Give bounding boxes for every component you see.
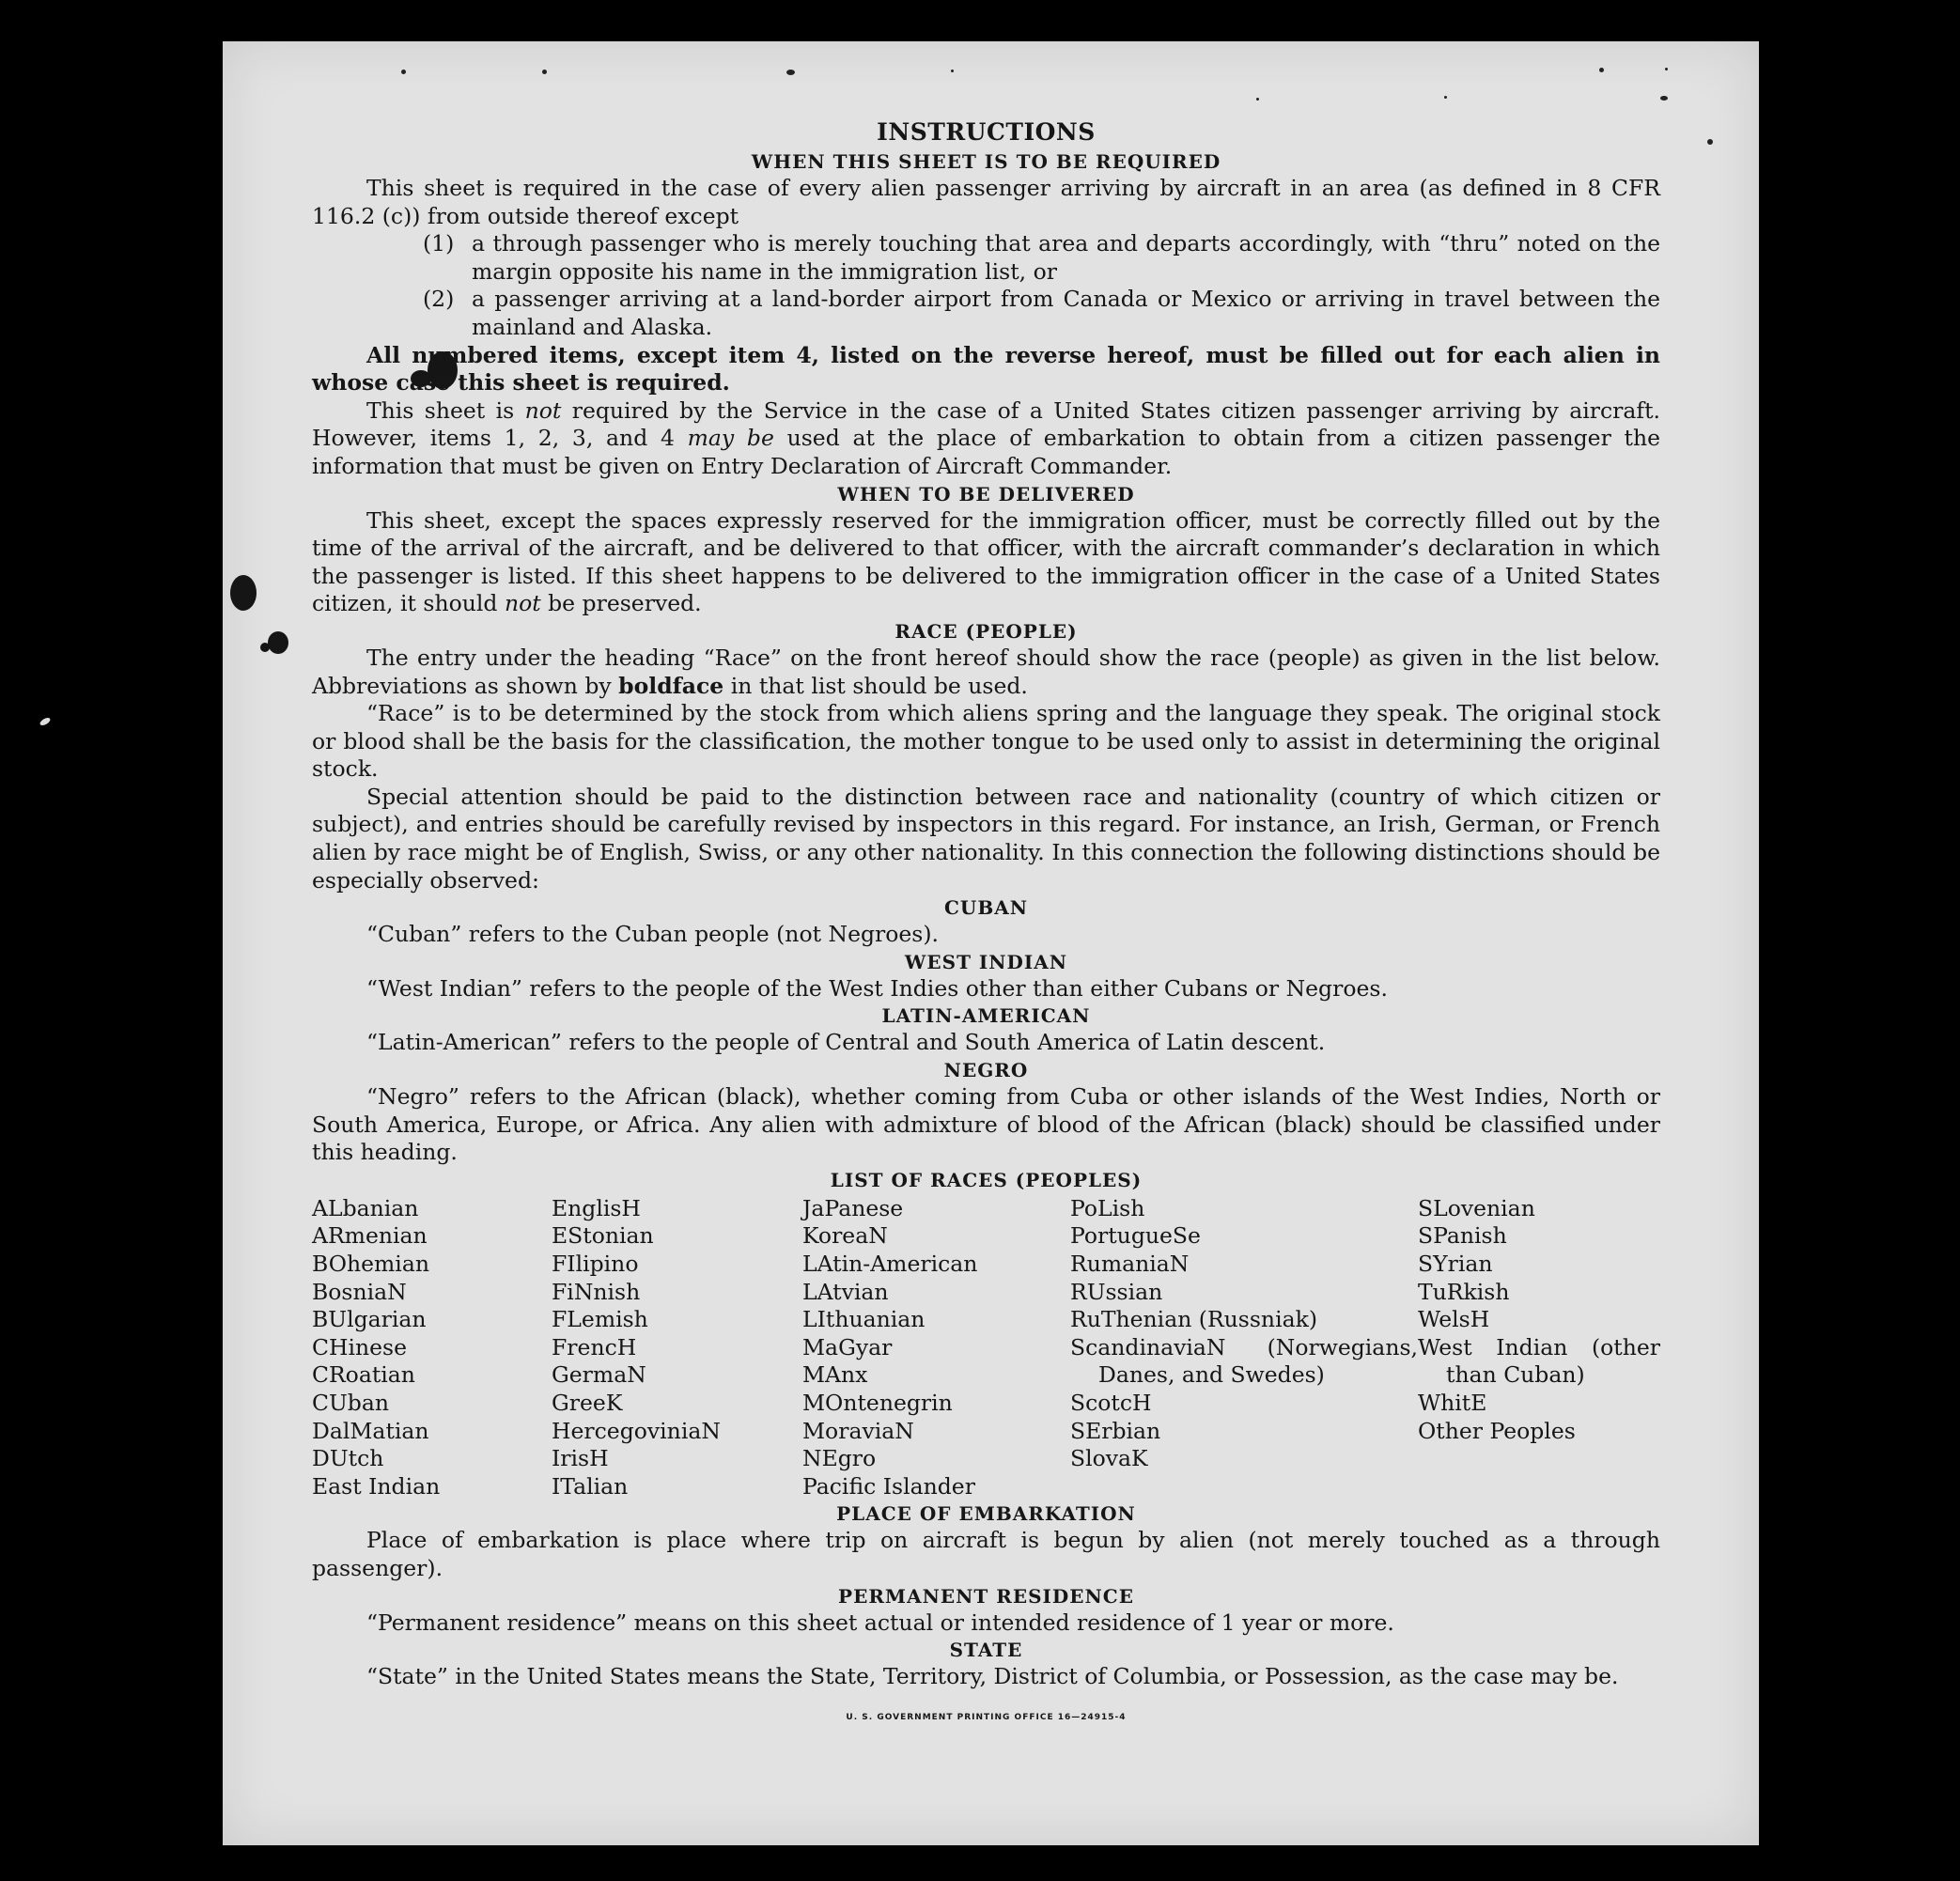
race-entry: FiNnish xyxy=(552,1278,641,1305)
section-heading-embarkation: PLACE OF EMBARKATION xyxy=(836,1502,1136,1526)
paragraph xyxy=(312,342,1660,397)
speck xyxy=(1665,68,1668,70)
text-run: used at the place of embarkation to obtain from a citizen passenger the information that must be given on Entry Declaration of Aircraft Commander. xyxy=(312,425,1661,479)
races-column xyxy=(1070,1195,1418,1501)
race-entry: DUtch xyxy=(312,1445,384,1472)
item-number: (2) xyxy=(423,286,455,313)
race-entry: MAnx xyxy=(802,1361,868,1389)
race-entry: ScandinaviaN (Norwegians, Danes, and Swedes) xyxy=(1070,1333,1418,1389)
section-heading-required: WHEN THIS SHEET IS TO BE REQUIRED xyxy=(751,150,1221,173)
race-entry: KoreaN xyxy=(802,1222,888,1250)
list-item xyxy=(423,286,1660,341)
ink-smudge xyxy=(260,643,270,652)
item-text: a through passenger who is merely touching that area and departs accordingly, with “thru” noted on the margin opposite his name in the immigration list, or xyxy=(472,230,1660,285)
race-entry: SPanish xyxy=(1418,1222,1507,1250)
speck xyxy=(39,716,51,726)
race-entry: RuThenian (Russniak) xyxy=(1070,1306,1317,1333)
race-entry: CUban xyxy=(312,1389,389,1416)
speck xyxy=(1599,68,1604,72)
race-entry: LIthuanian xyxy=(802,1306,926,1333)
speck xyxy=(1707,139,1713,145)
race-entry: LAtin-American xyxy=(802,1251,978,1277)
race-entry: FrencH xyxy=(552,1333,637,1360)
race-entry: RumaniaN xyxy=(1070,1251,1190,1277)
bold-text: boldface xyxy=(618,672,724,699)
race-entry: MOntenegrin xyxy=(802,1389,953,1416)
speck xyxy=(1444,96,1447,99)
race-entry: SErbian xyxy=(1070,1417,1161,1444)
speck xyxy=(401,70,406,74)
paragraph: Place of embarkation is place where trip on aircraft is begun by alien (not merely touched as a through passenger). xyxy=(312,1527,1660,1581)
paragraph: “State” in the United States means the State, Territory, District of Columbia, or Possession, as the case may be. xyxy=(366,1663,1619,1690)
paragraph: “West Indian” refers to the people of the West Indies other than either Cubans or Negroes. xyxy=(366,974,1388,1002)
paragraph: “Permanent residence” means on this sheet actual or intended residence of 1 year or more. xyxy=(366,1609,1394,1636)
printer-imprint: U. S. GOVERNMENT PRINTING OFFICE 16—24915-4 xyxy=(846,1712,1127,1722)
text-run: The entry under the heading “Race” on the front hereof should show the race (people) as given in the list below. Abbreviations as shown by xyxy=(312,644,1660,699)
document-body xyxy=(312,117,1660,1732)
race-entry: RUssian xyxy=(1070,1278,1163,1305)
section-heading-list-of-races: LIST OF RACES (PEOPLES) xyxy=(830,1168,1143,1191)
race-entry: PortugueSe xyxy=(1070,1222,1201,1250)
speck xyxy=(951,70,954,72)
item-number: (1) xyxy=(423,230,455,257)
race-entry: EStonian xyxy=(552,1222,654,1250)
race-entry: West Indian (other than Cuban) xyxy=(1418,1333,1660,1389)
race-entry: BOhemian xyxy=(312,1251,429,1277)
italic-text: may be xyxy=(687,425,774,452)
race-entry: LAtvian xyxy=(802,1278,889,1305)
race-entry: FIlipino xyxy=(552,1251,639,1277)
item-text: a passenger arriving at a land-border airport from Canada or Mexico or arriving in travel between the mainland and Alaska. xyxy=(472,286,1660,340)
paragraph: Special attention should be paid to the distinction between race and nationality (country of which citizen or subject), and entries should be carefully revised by inspectors in this regard. For instance, an Irish, German, or French alien by race might be of English, Swiss, or any other nationality. In this connection the following distinctions should be especially observed: xyxy=(312,783,1660,894)
race-entry: ITalian xyxy=(552,1472,629,1500)
ink-smudge xyxy=(270,638,287,647)
section-heading-west-indian: WEST INDIAN xyxy=(904,950,1068,973)
race-entry: NEgro xyxy=(802,1445,877,1472)
race-entry: SYrian xyxy=(1418,1251,1493,1277)
speck xyxy=(786,70,795,75)
page-title: INSTRUCTIONS xyxy=(877,118,1096,146)
race-entry: SlovaK xyxy=(1070,1445,1148,1472)
races-column xyxy=(1418,1195,1660,1501)
section-heading-cuban: CUBAN xyxy=(943,896,1029,920)
bold-text: All numbered items, except item 4, listed on the reverse hereof, must be filled out for each alien in whose case this sheet is required. xyxy=(312,341,1660,396)
speck xyxy=(1256,98,1259,101)
races-list xyxy=(312,1195,1660,1501)
races-column xyxy=(312,1195,552,1501)
speck xyxy=(1660,96,1668,101)
race-entry: PoLish xyxy=(1070,1194,1145,1221)
section-heading-race: RACE (PEOPLE) xyxy=(894,619,1078,643)
ink-smudge xyxy=(230,575,257,611)
paragraph: “Race” is to be determined by the stock from which aliens spring and the language they speak. The original stock or blood shall be the basis for the classification, the mother tongue to be used only to assist in determining the original stock. xyxy=(312,700,1660,783)
race-entry: GreeK xyxy=(552,1389,623,1416)
race-entry: SLovenian xyxy=(1418,1194,1535,1221)
race-entry: JaPanese xyxy=(802,1194,904,1221)
races-column xyxy=(552,1195,802,1501)
text-run: be preserved. xyxy=(540,590,702,617)
race-entry: HercegoviniaN xyxy=(552,1417,721,1444)
list-item xyxy=(423,230,1660,286)
document-page xyxy=(223,41,1759,1845)
races-column xyxy=(802,1195,1070,1501)
paragraph xyxy=(312,507,1660,618)
text-run: in that list should be used. xyxy=(723,672,1028,699)
section-heading-state: STATE xyxy=(949,1639,1023,1662)
section-heading-latin-american: LATIN-AMERICAN xyxy=(881,1004,1091,1028)
race-entry: ALbanian xyxy=(312,1194,419,1221)
race-entry: WhitE xyxy=(1418,1389,1487,1416)
race-entry: DalMatian xyxy=(312,1417,429,1444)
race-entry: Other Peoples xyxy=(1418,1417,1576,1444)
race-entry: TuRkish xyxy=(1418,1278,1510,1305)
paragraph xyxy=(312,645,1660,700)
race-entry: ScotcH xyxy=(1070,1389,1152,1416)
race-entry: BosniaN xyxy=(312,1278,407,1305)
race-entry: CRoatian xyxy=(312,1361,415,1389)
speck xyxy=(542,70,547,74)
paragraph: “Latin-American” refers to the people of Central and South America of Latin descent. xyxy=(366,1029,1326,1056)
section-heading-delivered: WHEN TO BE DELIVERED xyxy=(837,482,1135,505)
paragraph: This sheet is required in the case of every alien passenger arriving by aircraft in an area (as defined in 8 CFR 116.2 (c)) from outside thereof except xyxy=(312,175,1660,229)
race-entry: Pacific Islander xyxy=(802,1472,975,1500)
race-entry: BUlgarian xyxy=(312,1306,427,1333)
race-entry: ARmenian xyxy=(312,1222,428,1250)
race-entry: EnglisH xyxy=(552,1194,641,1221)
italic-text: not xyxy=(504,590,541,617)
section-heading-negro: NEGRO xyxy=(943,1059,1029,1082)
race-entry: MoraviaN xyxy=(802,1417,914,1444)
race-entry: GermaN xyxy=(552,1361,646,1389)
race-entry: WelsH xyxy=(1418,1306,1490,1333)
race-entry: IrisH xyxy=(552,1445,609,1472)
text-run: This sheet is xyxy=(366,396,525,424)
race-entry: East Indian xyxy=(312,1472,441,1500)
paragraph: “Negro” refers to the African (black), whether coming from Cuba or other islands of the West Indies, North or South America, Europe, or Africa. Any alien with admixture of blood of the African (black) should be classified under this heading. xyxy=(312,1083,1660,1166)
race-entry: CHinese xyxy=(312,1333,407,1360)
paragraph xyxy=(312,397,1660,481)
race-entry: FLemish xyxy=(552,1306,648,1333)
italic-text: not xyxy=(524,396,562,424)
text-run: required by the Service in the case of a United States citizen passenger arriving by aircraft. However, items 1, 2, 3, and 4 xyxy=(312,396,1660,452)
section-heading-residence: PERMANENT RESIDENCE xyxy=(838,1584,1134,1608)
paragraph: “Cuban” refers to the Cuban people (not Negroes). xyxy=(366,921,940,948)
text-run: This sheet, except the spaces expressly reserved for the immigration officer, must be correctly filled out by the time of the arrival of the aircraft, and be delivered to that officer, with the aircraft commander’s declaration in which the passenger is listed. If this sheet happens to be delivered to the immigration officer in the case of a United States citizen, it should xyxy=(312,506,1660,617)
race-entry: MaGyar xyxy=(802,1333,893,1360)
